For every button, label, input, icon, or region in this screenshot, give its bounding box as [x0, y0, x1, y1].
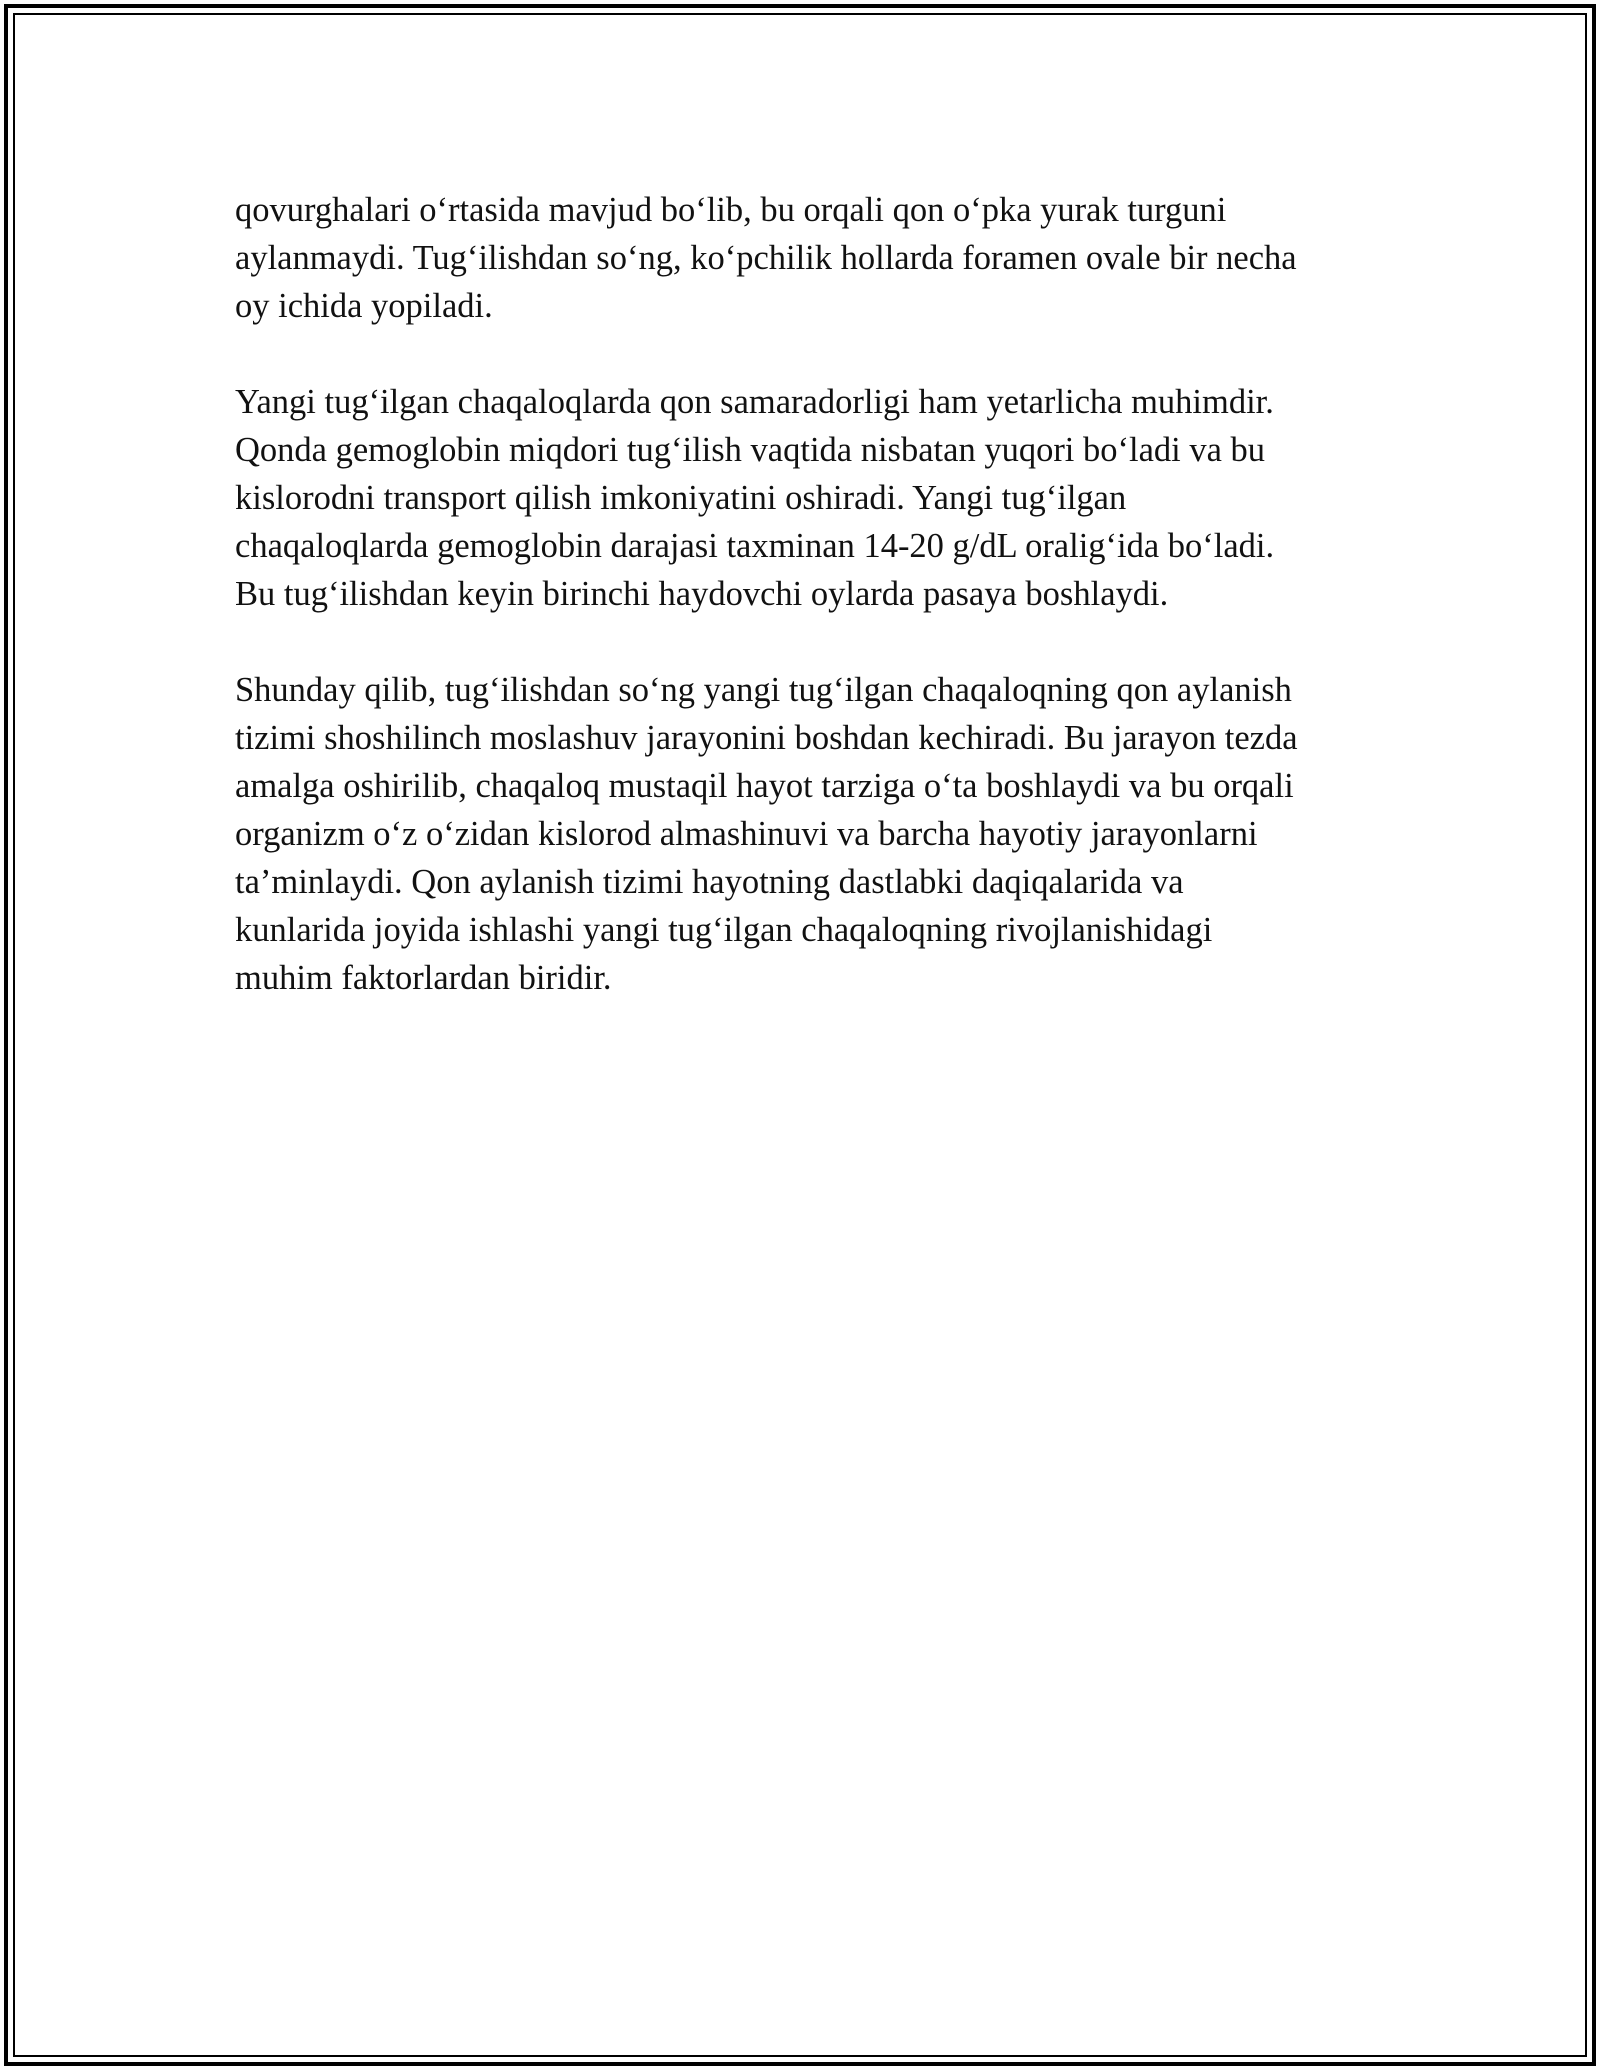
text-line: kunlarida joyida ishlashi yangi tug‘ilgan chaqaloqning rivojlanishidagi [235, 911, 1213, 949]
paragraph-1 [235, 186, 1385, 330]
text-line: amalga oshirilib, chaqaloq mustaqil hayot tarziga o‘ta boshlaydi va bu orqali [235, 767, 1294, 805]
text-line: tizimi shoshilinch moslashuv jarayonini boshdan kechiradi. Bu jarayon tezda [235, 719, 1298, 757]
document-body [235, 186, 1385, 1050]
text-line: muhim faktorlardan biridir. [235, 959, 612, 997]
text-line: Shunday qilib, tug‘ilishdan so‘ng yangi tug‘ilgan chaqaloqning qon aylanish [235, 671, 1292, 709]
text-line: chaqaloqlarda gemoglobin darajasi taxminan 14-20 g/dL oralig‘ida bo‘ladi. [235, 527, 1275, 565]
text-line: oy ichida yopiladi. [235, 287, 493, 325]
text-line: Yangi tug‘ilgan chaqaloqlarda qon samaradorligi ham yetarlicha muhimdir. [235, 383, 1274, 421]
paragraph-3 [235, 666, 1385, 1002]
text-line: Qonda gemoglobin miqdori tug‘ilish vaqtida nisbatan yuqori bo‘ladi va bu [235, 431, 1266, 469]
text-line: Bu tug‘ilishdan keyin birinchi haydovchi oylarda pasaya boshlaydi. [235, 575, 1169, 613]
text-line: kislorodni transport qilish imkoniyatini oshiradi. Yangi tug‘ilgan [235, 479, 1127, 517]
text-line: qovurghalari o‘rtasida mavjud bo‘lib, bu orqali qon o‘pka yurak turguni [235, 191, 1227, 229]
paragraph-2 [235, 378, 1385, 618]
text-line: aylanmaydi. Tug‘ilishdan so‘ng, ko‘pchilik hollarda foramen ovale bir necha [235, 239, 1297, 277]
text-line: ta’minlaydi. Qon aylanish tizimi hayotning dastlabki daqiqalarida va [235, 863, 1184, 901]
text-line: organizm o‘z o‘zidan kislorod almashinuvi va barcha hayotiy jarayonlarni [235, 815, 1258, 853]
